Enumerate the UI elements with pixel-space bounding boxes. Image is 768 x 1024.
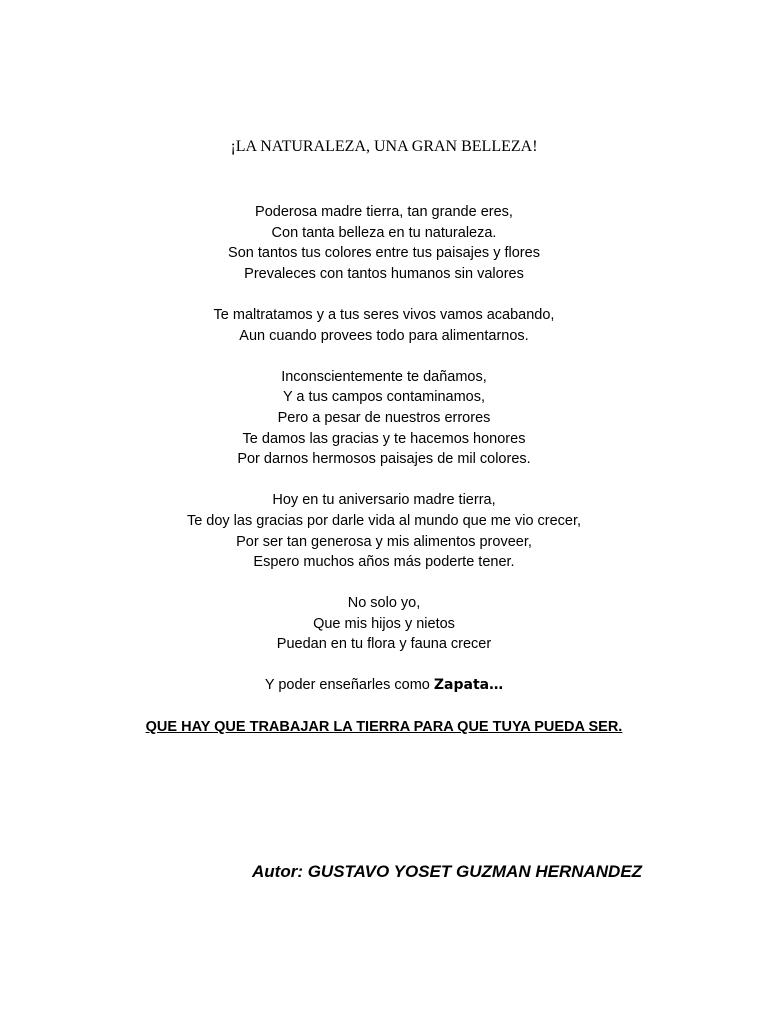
motto-line: QUE HAY QUE TRABAJAR LA TIERRA PARA QUE TUYA PUEDA SER. <box>145 719 623 735</box>
stanza-break <box>0 346 768 367</box>
poem-line: Pero a pesar de nuestros errores <box>277 409 491 426</box>
poem-line: Hoy en tu aniversario madre tierra, <box>272 492 496 509</box>
poem-line: Inconscientemente te dañamos, <box>281 368 487 385</box>
poem-line: Te maltratamos y a tus seres vivos vamos acabando, <box>213 306 555 323</box>
poem-line: Por ser tan generosa y mis alimentos proveer, <box>236 533 532 550</box>
poem-line: Prevaleces con tantos humanos sin valores <box>244 265 524 282</box>
stanza-1 <box>0 202 768 284</box>
stanza-5 <box>0 593 768 655</box>
poem-title: ¡LA NATURALEZA, UNA GRAN BELLEZA! <box>230 138 538 155</box>
poem-line: Y a tus campos contaminamos, <box>282 389 486 406</box>
closing-prefix: Y poder enseñarles como <box>264 677 434 693</box>
closing-line <box>0 674 768 696</box>
stanza-break <box>0 573 768 594</box>
poem-line: Por darnos hermosos paisajes de mil colores. <box>237 451 531 468</box>
stanza-2 <box>0 305 768 346</box>
poem-line: Espero muchos años más poderte tener. <box>253 554 515 571</box>
stanza-break <box>0 284 768 305</box>
poem-line: Poderosa madre tierra, tan grande eres, <box>255 204 513 220</box>
poem-body <box>0 202 768 655</box>
stanza-3 <box>0 367 768 470</box>
poem-line: Te doy las gracias por darle vida al mundo que me vio crecer, <box>186 512 582 529</box>
stanza-break <box>0 470 768 491</box>
poem-line: Con tanta belleza en tu naturaleza. <box>271 224 497 241</box>
poem-line: Puedan en tu flora y fauna crecer <box>276 636 492 653</box>
poem-line: Te damos las gracias y te hacemos honores <box>242 430 526 447</box>
poem-line: Que mis hijos y nietos <box>313 615 455 632</box>
poem-line: No solo yo, <box>347 595 421 612</box>
author-line: Autor: GUSTAVO YOSET GUZMAN HERNANDEZ <box>252 862 643 881</box>
poem-line: Son tantos tus colores entre tus paisajes y flores <box>228 245 540 262</box>
stanza-4 <box>0 490 768 572</box>
closing-bold-word: Zapata… <box>433 677 504 693</box>
poem-line: Aun cuando provees todo para alimentarnos. <box>239 327 529 344</box>
